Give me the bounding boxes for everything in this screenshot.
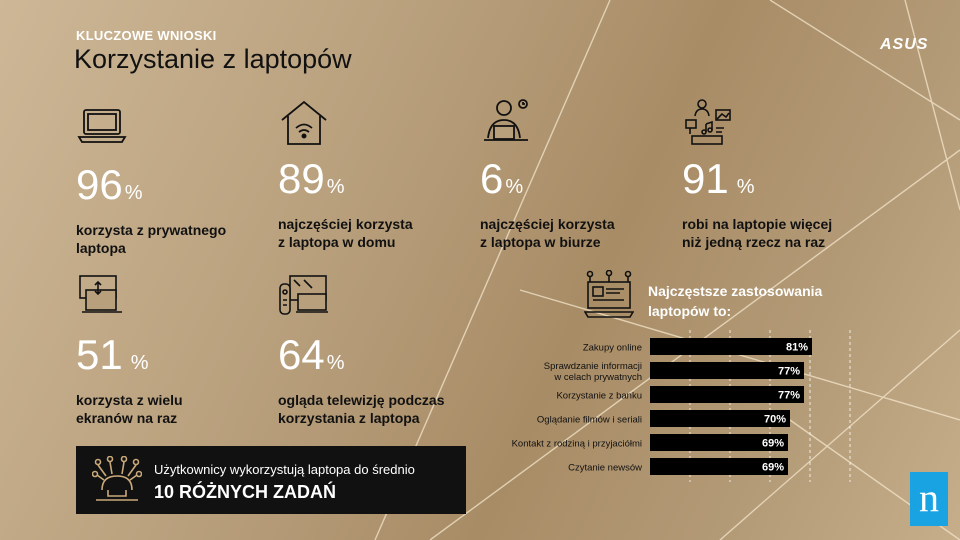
stat-multitask (682, 98, 862, 251)
stat-desc-line2: z laptopa w domu (278, 234, 396, 250)
home-wifi-icon (278, 98, 330, 148)
uses-title-line1: Najczęstsze zastosowania (648, 283, 823, 299)
stat-unit: % (326, 352, 345, 374)
stat-desc-line1: ogląda telewizję podczas (278, 392, 445, 408)
stat-desc-line1: korzysta z prywatnego (76, 222, 227, 238)
stat-unit: % (736, 176, 755, 198)
stat-desc-line2: ekranów na raz (76, 410, 178, 426)
stat-unit: % (130, 352, 149, 374)
stat-desc-line2: niż jedną rzecz na raz (682, 234, 826, 250)
brain-circuit-icon (92, 456, 142, 504)
stat-value: 64 (278, 331, 325, 378)
uses-title (648, 281, 848, 321)
stat-home-use (278, 98, 458, 251)
stat-value: 96 (76, 161, 123, 208)
page-title: Korzystanie z laptopów (74, 44, 352, 74)
multitask-icon (682, 98, 734, 148)
header-kicker: KLUCZOWE WNIOSKI (76, 28, 217, 43)
bar-value-label: 77% (777, 365, 800, 378)
stat-office-use (480, 98, 660, 251)
stat-desc-line1: robi na laptopie więcej (682, 216, 833, 232)
tv-remote-icon (278, 274, 330, 318)
stat-desc-line2: korzystania z laptopa (278, 410, 420, 426)
category-label: Korzystanie z banku (556, 390, 642, 402)
stat-unit: % (505, 176, 524, 198)
bar-value-label: 70% (763, 413, 786, 426)
banner-line1: Użytkownicy wykorzystują laptopa do średnio (154, 462, 415, 477)
category-label: Czytanie newsów (568, 462, 642, 474)
stat-value: 51 (76, 331, 123, 378)
stat-value: 6 (480, 155, 504, 202)
banner-line2: 10 RÓŻNYCH ZADAŃ (154, 482, 337, 502)
stat-unit: % (326, 176, 345, 198)
summary-banner (76, 446, 466, 514)
stat-private-laptop (76, 104, 256, 257)
stat-unit: % (124, 182, 143, 204)
category-label: Zakupy online (582, 342, 642, 354)
stat-desc-line1: korzysta z wielu (76, 392, 183, 408)
stat-value: 89 (278, 155, 325, 202)
bar-value-label: 69% (761, 461, 784, 474)
category-label: Sprawdzanie informacji (543, 361, 642, 372)
asus-logo: ASUS (880, 36, 929, 53)
bar-value-label: 77% (777, 389, 800, 402)
stat-multi-screen (76, 274, 256, 427)
nielsen-logo: n (910, 472, 948, 526)
stat-tv-while-laptop (278, 274, 458, 427)
stat-desc-line2: laptopa (76, 240, 126, 256)
category-label: w celach prywatnych (554, 372, 642, 383)
bar-value-label: 69% (761, 437, 784, 450)
category-label: Oglądanie filmów i seriali (536, 414, 642, 426)
uses-bar-chart (480, 330, 880, 490)
stat-desc-line1: najczęściej korzysta (278, 216, 413, 232)
laptop-icon (76, 104, 128, 148)
uses-title-line2: laptopów to: (648, 303, 732, 319)
bar-value-label: 81% (785, 341, 808, 354)
laptop-apps-icon (584, 270, 634, 320)
office-worker-icon (480, 98, 532, 148)
stat-desc-line2: z laptopa w biurze (480, 234, 601, 250)
category-label: Kontakt z rodziną i przyjaciółmi (511, 438, 642, 450)
stat-value: 91 (682, 155, 729, 202)
stat-desc-line1: najczęściej korzysta (480, 216, 615, 232)
multi-screen-icon (76, 274, 128, 318)
